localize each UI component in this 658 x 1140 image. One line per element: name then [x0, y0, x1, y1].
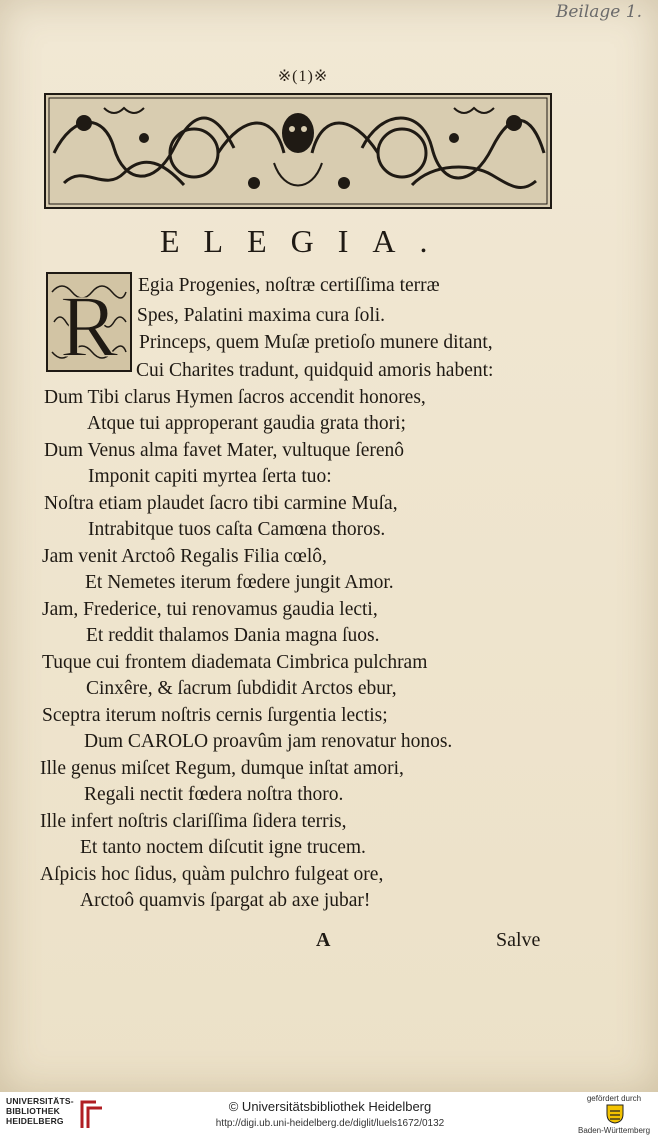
poem-line: Jam, Frederice, tui renovamus gaudia lecti, [42, 599, 378, 620]
poem-line: Dum CAROLO proavûm jam renovatur honos. [84, 731, 453, 752]
poem-line: Ille genus miſcet Regum, dumque inſtat amori, [40, 758, 404, 779]
permalink[interactable]: http://digi.ub.uni-heidelberg.de/diglit/luels1672/0132 [215, 1118, 445, 1129]
poem-line: Princeps, quem Muſæ pretioſo munere ditant, [139, 332, 493, 353]
poem-line: Dum Venus alma favet Mater, vultuque ſerenô [44, 440, 405, 461]
poem-line: Tuque cui frontem diademata Cimbrica pulchram [42, 652, 428, 673]
poem-line: Atque tui approperant gaudia grata thori; [87, 413, 406, 434]
poem-line: Aſpicis hoc ſidus, quàm pulchro fulgeat ore, [40, 864, 384, 885]
page-number: ※(1)※ [277, 68, 329, 85]
poem-line: Arctoô quamvis ſpargat ab axe jubar! [80, 890, 371, 911]
poem-line: Spes, Palatini maxima cura ſoli. [137, 305, 386, 326]
library-name: UNIVERSITÄTS- BIBLIOTHEK HEIDELBERG [6, 1096, 74, 1126]
poem-line: Sceptra iterum noſtris cernis ſurgentia lectis; [42, 705, 388, 726]
library-logo-icon [78, 1098, 106, 1130]
poem-line: Dum Tibi clarus Hymen ſacros accendit honores, [44, 387, 426, 408]
poem-line: Noſtra etiam plaudet ſacro tibi carmine Muſa, [44, 493, 398, 514]
poem-line: Jam venit Arctoô Regalis Filia cœlô, [42, 546, 327, 567]
handwritten-annotation: Beilage 1. [555, 2, 642, 22]
signature-mark: A [316, 929, 331, 951]
funder-name: Baden-Württemberg [577, 1126, 651, 1135]
poem-line: Imponit capiti myrtea ſerta tuo: [88, 466, 332, 487]
poem-line: Et Nemetes iterum fœdere jungit Amor. [85, 572, 394, 593]
poem-line: Cinxêre, & ſacrum ſubdidit Arctos ebur, [86, 678, 397, 699]
poem-line: Et reddit thalamos Dania magna ſuos. [86, 625, 380, 646]
poem-title: ELEGIA. [160, 223, 452, 259]
initial-letter: R [59, 279, 119, 372]
footer-bar [0, 1092, 658, 1140]
decorated-initial [46, 272, 132, 372]
baden-wuerttemberg-crest-icon [606, 1104, 624, 1124]
poem-line: Regali nectit fœdera noſtra thoro. [84, 784, 344, 805]
poem-line: Et tanto noctem diſcutit igne trucem. [80, 837, 366, 858]
copyright-notice: © Universitätsbibliothek Heidelberg [228, 1099, 432, 1114]
poem-line: Ille infert noſtris clariſſima ſidera terris, [40, 811, 347, 832]
poem-line: Intrabitque tuos caſta Camœna thoros. [88, 519, 386, 540]
funded-by-label: gefördert durch [586, 1094, 642, 1103]
poem-line: Cui Charites tradunt, quidquid amoris habent: [136, 360, 494, 381]
catchword: Salve [496, 929, 541, 951]
ornamental-headpiece [44, 93, 552, 209]
poem-line: Egia Progenies, noſtræ certiſſima terræ [138, 275, 440, 296]
